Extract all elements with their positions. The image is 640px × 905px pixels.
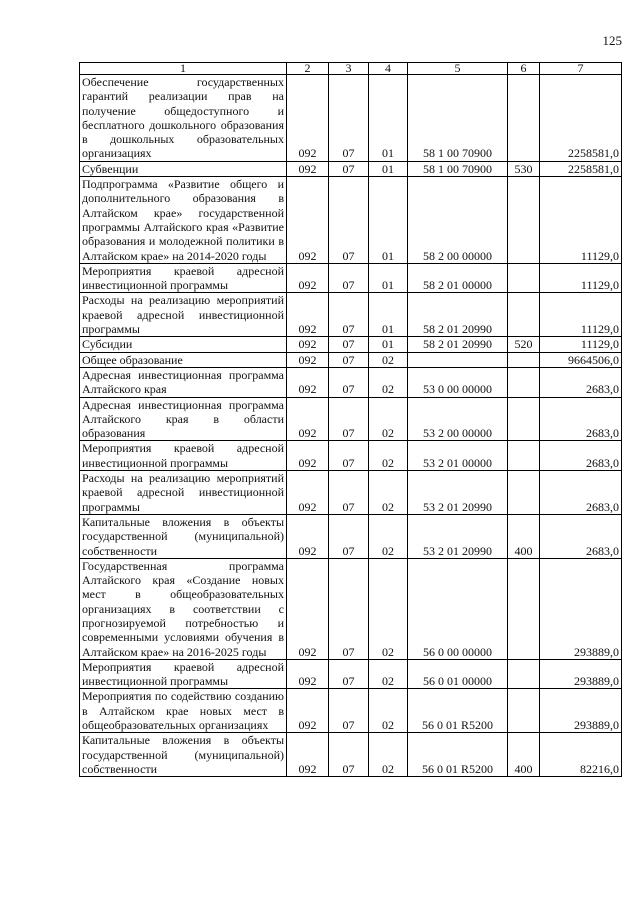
cell-expense: 530 <box>508 161 540 176</box>
cell-section: 07 <box>329 352 369 367</box>
cell-target: 53 2 01 20990 <box>408 514 508 558</box>
cell-section: 07 <box>329 514 369 558</box>
table-row <box>80 352 622 367</box>
cell-target: 53 0 00 00000 <box>408 367 508 397</box>
cell-target <box>408 352 508 367</box>
cell-target: 56 0 01 R5200 <box>408 689 508 733</box>
cell-section: 07 <box>329 659 369 689</box>
table-row <box>80 514 622 558</box>
table-row <box>80 75 622 162</box>
cell-subsection: 02 <box>369 367 408 397</box>
cell-target: 53 2 00 00000 <box>408 397 508 441</box>
cell-ministry: 092 <box>287 263 329 293</box>
cell-name: Мероприятия по содействию созданию в Алтайском крае новых мест в общеобразовательных организациях <box>80 689 287 733</box>
cell-expense <box>508 177 540 264</box>
table-row <box>80 177 622 264</box>
cell-subsection: 02 <box>369 441 408 471</box>
cell-expense: 400 <box>508 733 540 777</box>
table-row <box>80 441 622 471</box>
cell-ministry: 092 <box>287 352 329 367</box>
cell-ministry: 092 <box>287 161 329 176</box>
page-number: 125 <box>602 33 622 48</box>
cell-subsection: 02 <box>369 397 408 441</box>
header-col-4: 4 <box>369 63 408 75</box>
cell-section: 07 <box>329 689 369 733</box>
cell-amount: 82216,0 <box>540 733 622 777</box>
cell-name: Мероприятия краевой адресной инвестиционной программы <box>80 441 287 471</box>
cell-subsection: 01 <box>369 75 408 162</box>
cell-section: 07 <box>329 558 369 659</box>
cell-ministry: 092 <box>287 471 329 515</box>
cell-expense <box>508 441 540 471</box>
header-col-1: 1 <box>80 63 287 75</box>
cell-expense <box>508 689 540 733</box>
cell-subsection: 01 <box>369 161 408 176</box>
cell-amount: 2683,0 <box>540 367 622 397</box>
cell-ministry: 092 <box>287 337 329 352</box>
cell-expense <box>508 659 540 689</box>
cell-name: Мероприятия краевой адресной инвестиционной программы <box>80 263 287 293</box>
cell-amount: 11129,0 <box>540 263 622 293</box>
cell-subsection: 01 <box>369 337 408 352</box>
cell-subsection: 01 <box>369 293 408 337</box>
cell-name: Подпрограмма «Развитие общего и дополнительного образования в Алтайском крае» государственной программы Алтайского края «Развитие образования и молодежной политики в Алтайском крае» на 2014-2020 годы <box>80 177 287 264</box>
table-row <box>80 733 622 777</box>
cell-amount: 2258581,0 <box>540 75 622 162</box>
cell-subsection: 02 <box>369 733 408 777</box>
cell-section: 07 <box>329 161 369 176</box>
cell-ministry: 092 <box>287 397 329 441</box>
cell-target: 53 2 01 00000 <box>408 441 508 471</box>
cell-expense <box>508 263 540 293</box>
cell-amount: 2683,0 <box>540 397 622 441</box>
cell-section: 07 <box>329 75 369 162</box>
table-row <box>80 337 622 352</box>
cell-subsection: 02 <box>369 352 408 367</box>
cell-amount: 293889,0 <box>540 659 622 689</box>
cell-subsection: 01 <box>369 177 408 264</box>
cell-target: 58 2 01 20990 <box>408 293 508 337</box>
header-col-5: 5 <box>408 63 508 75</box>
cell-target: 58 1 00 70900 <box>408 161 508 176</box>
cell-name: Мероприятия краевой адресной инвестиционной программы <box>80 659 287 689</box>
cell-name: Расходы на реализацию мероприятий краевой адресной инвестиционной программы <box>80 293 287 337</box>
cell-name: Расходы на реализацию мероприятий краевой адресной инвестиционной программы <box>80 471 287 515</box>
cell-section: 07 <box>329 367 369 397</box>
cell-expense <box>508 367 540 397</box>
cell-expense <box>508 471 540 515</box>
cell-ministry: 092 <box>287 75 329 162</box>
cell-subsection: 02 <box>369 659 408 689</box>
cell-expense <box>508 397 540 441</box>
cell-name: Капитальные вложения в объекты государственной (муниципальной) собственности <box>80 514 287 558</box>
cell-target: 58 2 00 00000 <box>408 177 508 264</box>
cell-subsection: 02 <box>369 471 408 515</box>
cell-section: 07 <box>329 337 369 352</box>
cell-expense <box>508 75 540 162</box>
cell-amount: 293889,0 <box>540 558 622 659</box>
cell-section: 07 <box>329 293 369 337</box>
cell-subsection: 02 <box>369 558 408 659</box>
cell-section: 07 <box>329 397 369 441</box>
cell-ministry: 092 <box>287 441 329 471</box>
cell-subsection: 02 <box>369 689 408 733</box>
table-row <box>80 161 622 176</box>
cell-amount: 2258581,0 <box>540 161 622 176</box>
header-col-7: 7 <box>540 63 622 75</box>
cell-amount: 293889,0 <box>540 689 622 733</box>
cell-amount: 2683,0 <box>540 471 622 515</box>
cell-ministry: 092 <box>287 689 329 733</box>
cell-target: 58 2 01 00000 <box>408 263 508 293</box>
cell-section: 07 <box>329 441 369 471</box>
table-row <box>80 263 622 293</box>
cell-ministry: 092 <box>287 659 329 689</box>
cell-ministry: 092 <box>287 367 329 397</box>
cell-subsection: 02 <box>369 514 408 558</box>
cell-target: 53 2 01 20990 <box>408 471 508 515</box>
cell-amount: 11129,0 <box>540 177 622 264</box>
cell-ministry: 092 <box>287 733 329 777</box>
cell-target: 56 0 01 R5200 <box>408 733 508 777</box>
cell-name: Государственная программа Алтайского края «Создание новых мест в общеобразовательных организациях в соответствии с прогнозируемой потребностью и современными условиями обучения в Алтайском крае» на 2016-2025 годы <box>80 558 287 659</box>
cell-target: 58 2 01 20990 <box>408 337 508 352</box>
table-row <box>80 293 622 337</box>
cell-name: Субсидии <box>80 337 287 352</box>
cell-amount: 11129,0 <box>540 337 622 352</box>
cell-name: Общее образование <box>80 352 287 367</box>
cell-target: 56 0 00 00000 <box>408 558 508 659</box>
table-row <box>80 558 622 659</box>
cell-name: Капитальные вложения в объекты государственной (муниципальной) собственности <box>80 733 287 777</box>
cell-expense <box>508 558 540 659</box>
cell-expense <box>508 293 540 337</box>
cell-ministry: 092 <box>287 293 329 337</box>
cell-expense <box>508 352 540 367</box>
cell-name: Адресная инвестиционная программа Алтайского края <box>80 367 287 397</box>
cell-expense: 520 <box>508 337 540 352</box>
cell-expense: 400 <box>508 514 540 558</box>
cell-ministry: 092 <box>287 558 329 659</box>
budget-table <box>79 62 622 777</box>
cell-section: 07 <box>329 733 369 777</box>
header-col-2: 2 <box>287 63 329 75</box>
header-col-3: 3 <box>329 63 369 75</box>
cell-ministry: 092 <box>287 514 329 558</box>
cell-amount: 2683,0 <box>540 514 622 558</box>
cell-ministry: 092 <box>287 177 329 264</box>
cell-name: Адресная инвестиционная программа Алтайского края в области образования <box>80 397 287 441</box>
cell-target: 56 0 01 00000 <box>408 659 508 689</box>
table-header-row <box>80 63 622 75</box>
cell-amount: 11129,0 <box>540 293 622 337</box>
table-row <box>80 659 622 689</box>
cell-subsection: 01 <box>369 263 408 293</box>
table-row <box>80 689 622 733</box>
cell-name: Обеспечение государственных гарантий реализации прав на получение общедоступного и бесплатного дошкольного образования в дошкольных образовательных организациях <box>80 75 287 162</box>
table-row <box>80 367 622 397</box>
table-row <box>80 397 622 441</box>
cell-section: 07 <box>329 177 369 264</box>
table-row <box>80 471 622 515</box>
cell-section: 07 <box>329 263 369 293</box>
cell-amount: 9664506,0 <box>540 352 622 367</box>
cell-amount: 2683,0 <box>540 441 622 471</box>
header-col-6: 6 <box>508 63 540 75</box>
cell-name: Субвенции <box>80 161 287 176</box>
cell-section: 07 <box>329 471 369 515</box>
cell-target: 58 1 00 70900 <box>408 75 508 162</box>
